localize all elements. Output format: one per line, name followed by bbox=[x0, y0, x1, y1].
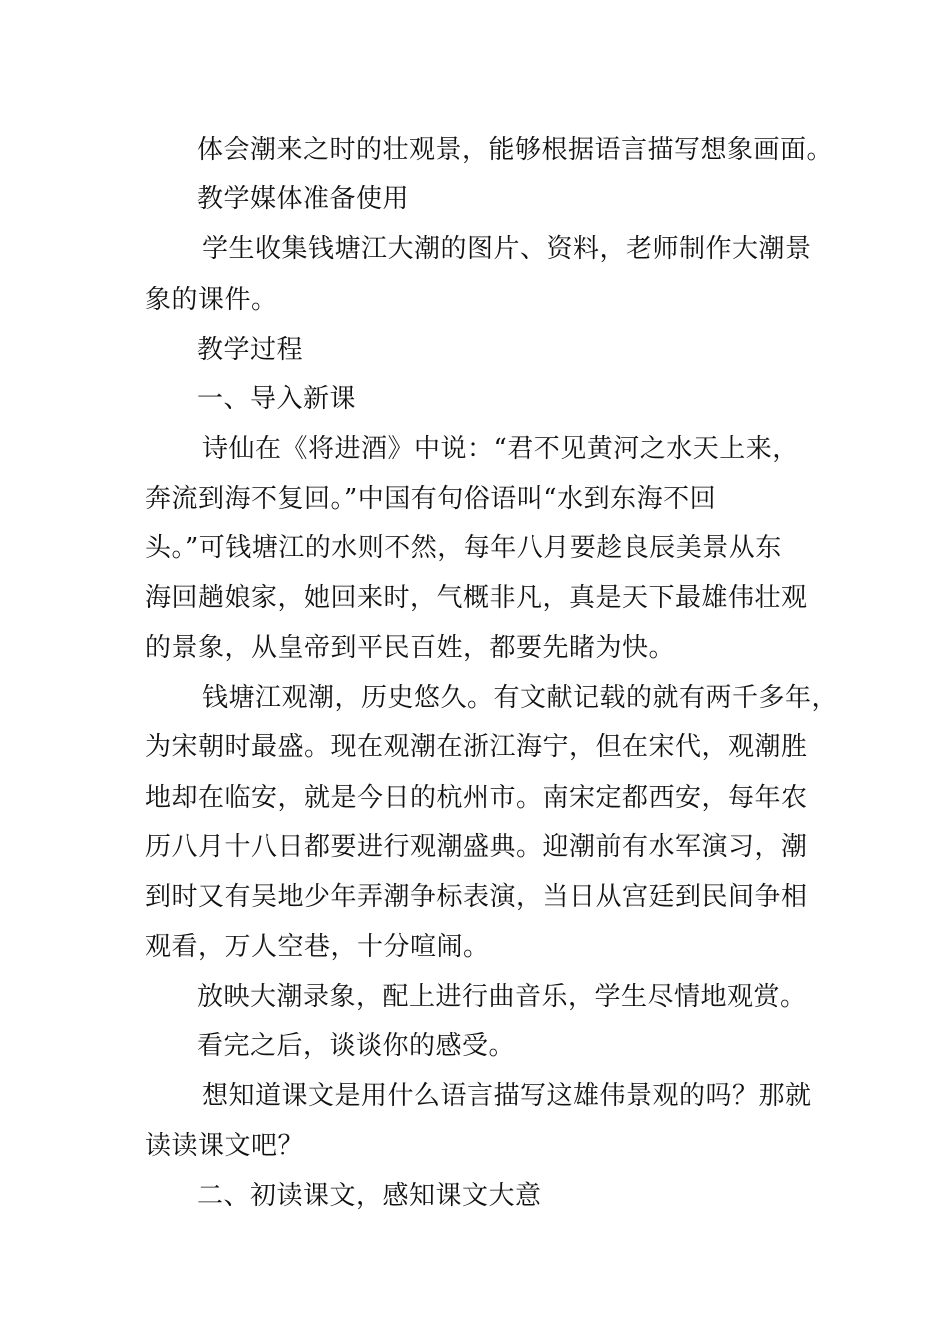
section-heading: 教学媒体准备使用 bbox=[197, 184, 410, 214]
text-line: 看完之后，谈谈你的感受。 bbox=[197, 1031, 516, 1061]
section-heading: 教学过程 bbox=[197, 335, 304, 365]
text-line: 历八月十八日都要进行观潮盛典。迎潮前有水军演习，潮 bbox=[145, 832, 808, 862]
text-line: 放映大潮录象，配上进行曲音乐，学生尽情地观赏。 bbox=[197, 982, 807, 1012]
text-line: 读读课文吧？ bbox=[145, 1131, 305, 1161]
text-line: 海回趟娘家，她回来时，气概非凡，真是天下最雄伟壮观 bbox=[145, 583, 808, 613]
text-line: 奔流到海不复回。”中国有句俗语叫“水到东海不回 bbox=[145, 484, 717, 514]
text-line: 到时又有吴地少年弄潮争标表演，当日从宫廷到民间争相 bbox=[145, 882, 808, 912]
text-line: 头。”可钱塘江的水则不然，每年八月要趁良辰美景从东 bbox=[145, 533, 782, 563]
text-line: 地却在临安，就是今日的杭州市。南宋定都西安，每年农 bbox=[145, 783, 808, 813]
text-line: 学生收集钱塘江大潮的图片、资料，老师制作大潮景 bbox=[202, 234, 812, 264]
text-line: 想知道课文是用什么语言描写这雄伟景观的吗？那就 bbox=[202, 1081, 812, 1111]
text-line: 体会潮来之时的壮观景，能够根据语言描写想象画面。 bbox=[197, 135, 834, 165]
text-line: 钱塘江观潮，历史悠久。有文献记载的就有两千多年， bbox=[202, 683, 839, 713]
text-line: 观看，万人空巷，十分喧闹。 bbox=[145, 932, 490, 962]
section-heading: 一、导入新课 bbox=[197, 384, 357, 414]
text-line: 象的课件。 bbox=[145, 285, 278, 315]
text-line: 诗仙在《将进酒》中说：“君不见黄河之水天上来， bbox=[202, 434, 799, 464]
text-line: 为宋朝时最盛。现在观潮在浙江海宁，但在宋代，观潮胜 bbox=[145, 732, 808, 762]
section-heading: 二、初读课文，感知课文大意 bbox=[197, 1181, 542, 1211]
text-line: 的景象，从皇帝到平民百姓，都要先睹为快。 bbox=[145, 633, 676, 663]
